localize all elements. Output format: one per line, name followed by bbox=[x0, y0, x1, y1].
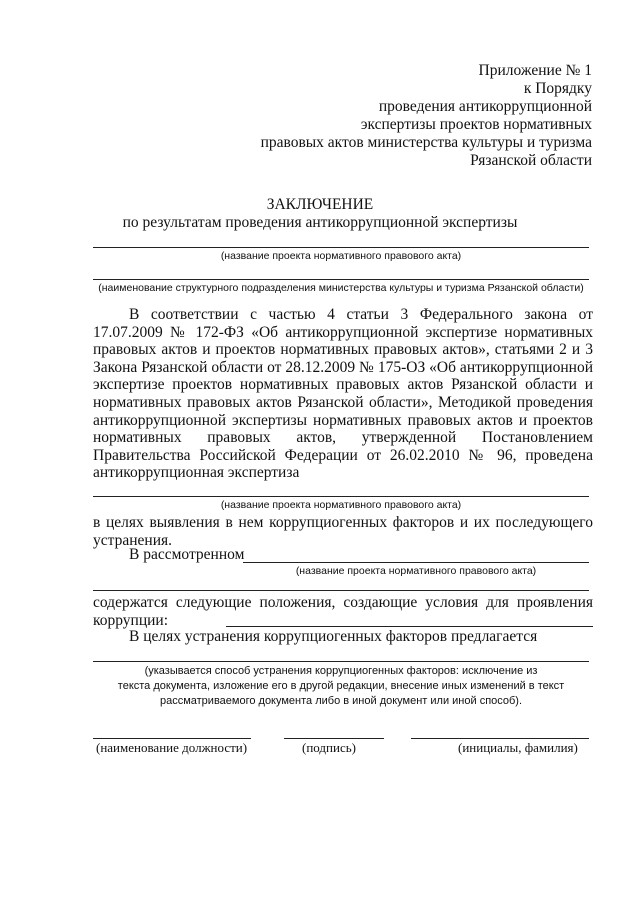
act-name-continuation-field[interactable] bbox=[93, 590, 589, 591]
main-paragraph bbox=[93, 306, 593, 482]
position-caption: (наименование должности) bbox=[96, 740, 248, 755]
department-field[interactable] bbox=[93, 279, 589, 280]
proposal-label: В целях устранения коррупциогенных факторов предлагается bbox=[129, 628, 538, 645]
position-field[interactable] bbox=[93, 738, 251, 739]
act-name-caption-3: (название проекта нормативного правового акта) bbox=[295, 565, 537, 577]
appendix-line: Рязанской области bbox=[470, 152, 592, 169]
appendix-line: правовых актов министерства культуры и туризма bbox=[260, 134, 592, 151]
appendix-header bbox=[172, 62, 592, 170]
act-name-field-2[interactable] bbox=[93, 496, 589, 497]
purpose-text: в целях выявления в нем коррупциогенных факторов и их последующего устранения. bbox=[93, 514, 593, 549]
proposal-field[interactable] bbox=[93, 661, 589, 662]
document-subtitle: по результатам проведения антикоррупционной экспертизы bbox=[122, 214, 518, 231]
appendix-line: Приложение № 1 bbox=[478, 62, 592, 79]
purpose-paragraph bbox=[93, 514, 593, 549]
act-name-caption-2: (название проекта нормативного правового акта) bbox=[220, 499, 462, 511]
name-field[interactable] bbox=[411, 738, 589, 739]
method-caption-line: (указывается способ устранения коррупциогенных факторов: исключение из bbox=[144, 665, 538, 677]
act-name-field[interactable] bbox=[93, 247, 589, 248]
provisions-field[interactable] bbox=[226, 626, 593, 627]
appendix-line: проведения антикоррупционной bbox=[378, 98, 592, 115]
document-title: ЗАКЛЮЧЕНИЕ bbox=[266, 196, 374, 213]
act-name-caption: (название проекта нормативного правового акта) bbox=[220, 250, 462, 262]
provisions-text: содержатся следующие положения, создающие условия для проявления коррупции: bbox=[93, 594, 593, 629]
name-caption: (инициалы, фамилия) bbox=[458, 740, 578, 755]
reviewed-label: В рассмотренном bbox=[129, 546, 245, 563]
main-paragraph-text: В соответствии с частью 4 статьи 3 Федерального закона от 17.07.2009 № 172-ФЗ «Об антикоррупционной экспертизе нормативных правовых актов и проектов нормативных правовых актов», статьями 2 и 3 Закона Рязанской области от 28.12.2009 № 175-ОЗ «Об антикоррупционной экспертизе проектов нормативных правовых актов Рязанской области и нормативных правовых актов Рязанской области», Методикой проведения антикоррупционной экспертизы нормативных правовых актов и проектов нормативных правовых актов, утвержденной Постановлением Правительства Российской Федерации от 26.02.2010 № 96, проведена антикоррупционная экспертиза bbox=[93, 306, 593, 482]
method-caption-line: текста документа, изложение его в другой редакции, внесение иных изменений в текст bbox=[117, 680, 565, 692]
signature-field[interactable] bbox=[284, 738, 384, 739]
method-caption-line: рассматриваемого документа либо в иной документ или иной способ). bbox=[159, 695, 523, 707]
department-caption: (наименование структурного подразделения министерства культуры и туризма Рязанской области) bbox=[98, 282, 584, 294]
appendix-line: к Порядку bbox=[523, 80, 592, 97]
signature-caption: (подпись) bbox=[302, 740, 356, 755]
appendix-line: экспертизы проектов нормативных bbox=[360, 116, 592, 133]
reviewed-act-field[interactable] bbox=[243, 562, 589, 563]
provisions-paragraph bbox=[93, 594, 593, 629]
method-caption bbox=[93, 664, 589, 709]
